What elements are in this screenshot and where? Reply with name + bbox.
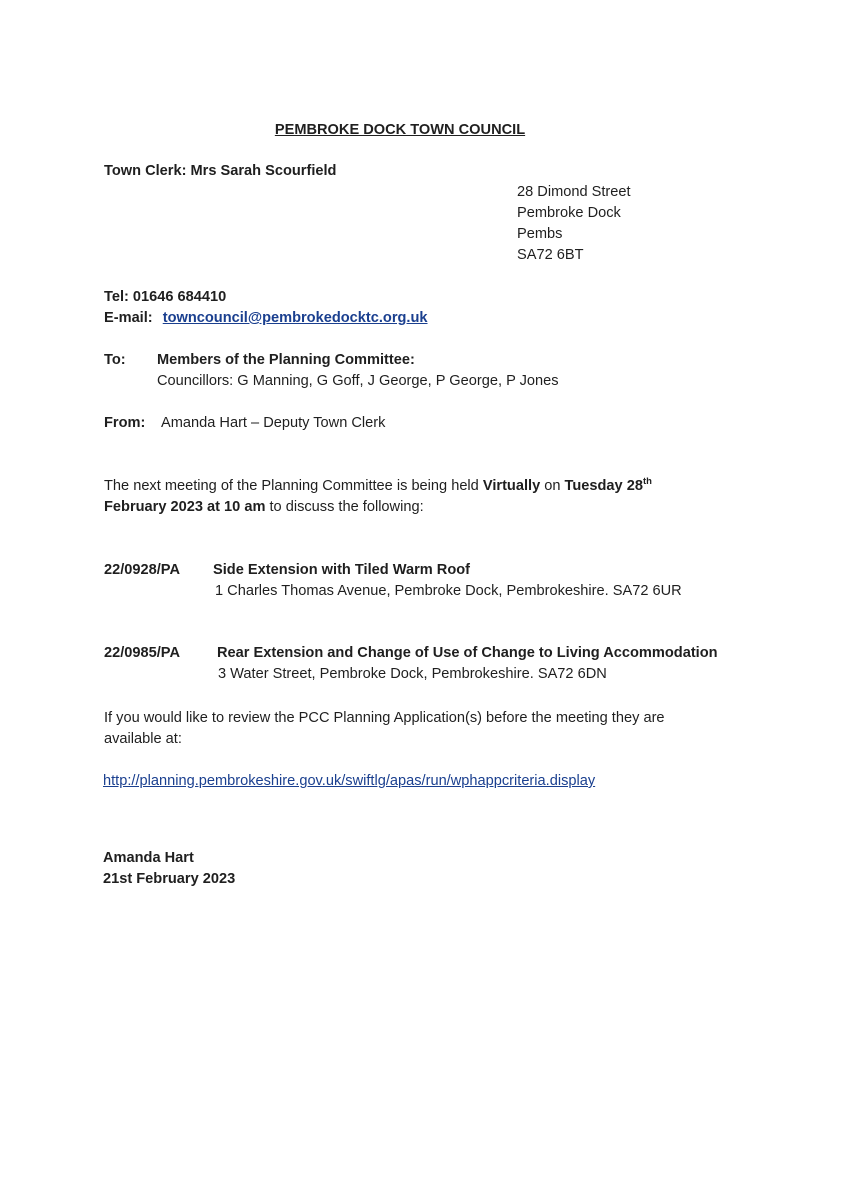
application-ref: 22/0985/PA [104, 645, 180, 661]
virtually: Virtually [482, 478, 541, 494]
application-ref: 22/0928/PA [104, 562, 180, 578]
address-block [517, 182, 631, 266]
ordinal-suffix: th [642, 476, 652, 488]
signature-name: Amanda Hart [103, 850, 194, 866]
signature-date: 21st February 2023 [103, 871, 236, 887]
address-line: SA72 6BT [517, 247, 584, 263]
meeting-day: Tuesday 28 [564, 478, 643, 494]
application-title: Rear Extension and Change of Use of Change to Living Accommodation [217, 645, 718, 661]
address-line: Pembroke Dock [517, 205, 621, 221]
review-line-1: If you would like to review the PCC Planning Application(s) before the meeting they are [104, 710, 665, 726]
to-heading: Members of the Planning Committee: [157, 352, 415, 368]
application-address: 1 Charles Thomas Avenue, Pembroke Dock, Pembrokeshire. SA72 6UR [215, 583, 682, 599]
intro-line-2: February 2023 at 10 am to discuss the following: [104, 499, 424, 515]
application-title: Side Extension with Tiled Warm Roof [213, 562, 471, 578]
email-row [104, 308, 428, 329]
to-label: To: [104, 352, 126, 368]
town-clerk: Town Clerk: Mrs Sarah Scourfield [104, 163, 337, 179]
email-link[interactable]: towncouncil@pembrokedocktc.org.uk [162, 310, 428, 326]
intro-line-1: The next meeting of the Planning Committee is being held Virtually on Tuesday 28th [104, 476, 652, 494]
email-label: E-mail: [104, 310, 153, 326]
page-title: PEMBROKE DOCK TOWN COUNCIL [274, 122, 526, 138]
address-line: 28 Dimond Street [517, 184, 631, 200]
telephone: Tel: 01646 684410 [104, 289, 227, 305]
address-line: Pembs [517, 226, 563, 242]
from-label: From: [104, 415, 146, 431]
from-value: Amanda Hart – Deputy Town Clerk [161, 415, 386, 431]
planning-url-link[interactable]: http://planning.pembrokeshire.gov.uk/swiftlg/apas/run/wphappcriteria.display [103, 773, 596, 789]
application-address: 3 Water Street, Pembroke Dock, Pembrokeshire. SA72 6DN [218, 666, 607, 682]
meeting-date: February 2023 at 10 am [104, 499, 266, 515]
review-line-2: available at: [104, 731, 182, 747]
councillors: Councillors: G Manning, G Goff, J George, P George, P Jones [157, 373, 559, 389]
